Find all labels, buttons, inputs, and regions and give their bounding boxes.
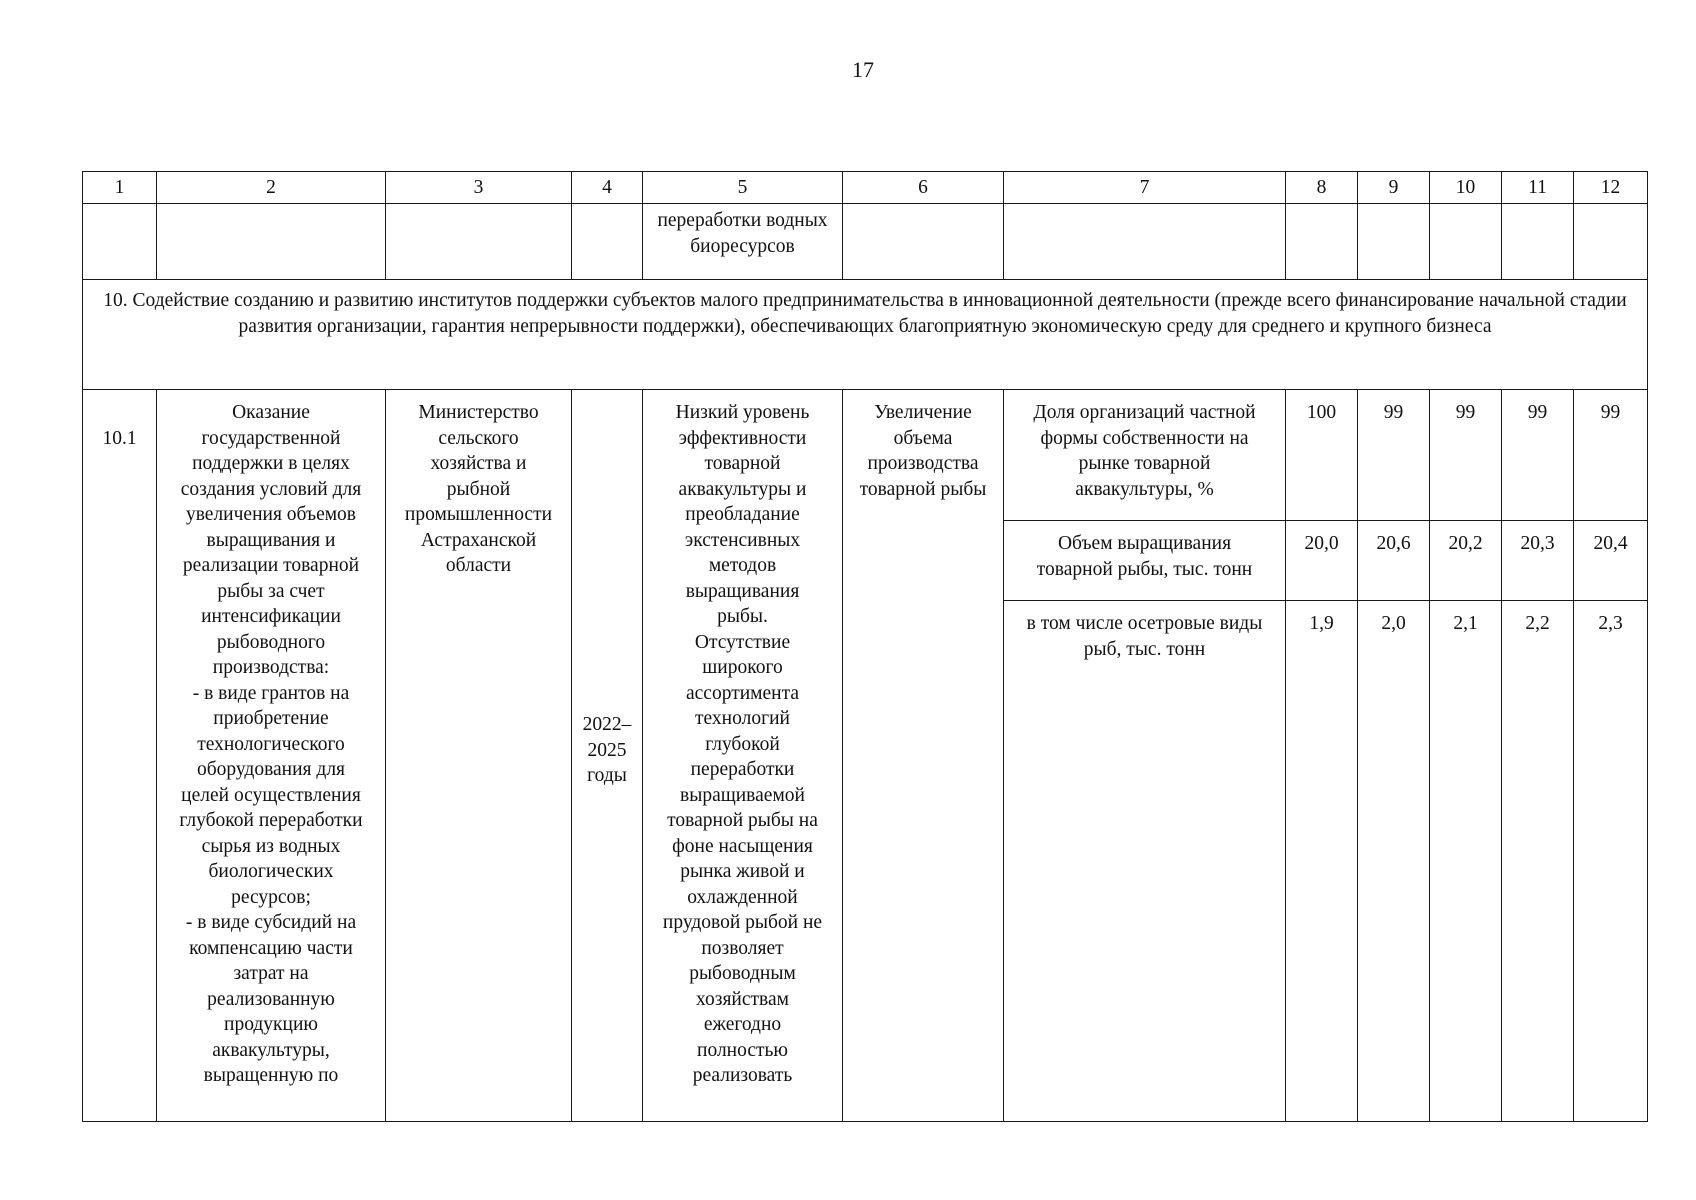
empty-cell: [157, 204, 386, 280]
section-heading: 10. Содействие созданию и развитию институтов поддержки субъектов малого предпринимательства в инновационной деятельности (прежде всего финансирование начальной стадии развития организации, гарантия непрерывности поддержки), обеспечивающих благоприятную экономическую среду для среднего и крупного бизнеса: [83, 280, 1648, 390]
column-number: 2: [157, 172, 386, 204]
column-number: 10: [1430, 172, 1502, 204]
indicator-value: 20,3: [1502, 521, 1574, 601]
responsible-executor: Министерство сельского хозяйства и рыбной промышленности Астраханской области: [386, 390, 572, 1122]
measure-number: 10.1: [83, 390, 157, 1122]
measure-description: Оказание государственной поддержки в целях создания условий для увеличения объемов выращивания и реализации товарной рыбы за счет интенсификации рыбоводного производства: - в виде грантов на приобретение технологического оборудования для целей осуществления глубокой переработки сырья из водных биологических ресурсов; - в виде субсидий на компенсацию части затрат на реализованную продукцию аквакультуры, выращенную по: [157, 390, 386, 1122]
indicator-value: 20,4: [1574, 521, 1648, 601]
indicator-value: 2,2: [1502, 601, 1574, 1122]
empty-cell: [1430, 204, 1502, 280]
column-number: 7: [1004, 172, 1286, 204]
empty-cell: [572, 204, 643, 280]
section-heading-row: [83, 280, 1648, 390]
indicator-value: 99: [1574, 390, 1648, 521]
measure-row: [83, 390, 1648, 521]
indicator-name: в том числе осетровые виды рыб, тыс. тонн: [1004, 601, 1286, 1122]
indicator-value: 99: [1502, 390, 1574, 521]
indicator-name: Объем выращивания товарной рыбы, тыс. тонн: [1004, 521, 1286, 601]
problem-description: Низкий уровень эффективности товарной аквакультуры и преобладание экстенсивных методов выращивания рыбы. Отсутствие широкого ассортимента технологий глубокой переработки выращиваемой товарной рыбы на фоне насыщения рынка живой и охлажденной прудовой рыбой не позволяет рыбоводным хозяйствам ежегодно полностью реализовать: [643, 390, 843, 1122]
implementation-period: 2022– 2025 годы: [572, 390, 643, 1122]
column-number: 3: [386, 172, 572, 204]
measures-table: [82, 171, 1648, 1122]
empty-cell: [83, 204, 157, 280]
column-number: 8: [1286, 172, 1358, 204]
page-number: 17: [852, 57, 874, 82]
indicator-value: 99: [1358, 390, 1430, 521]
empty-cell: [1574, 204, 1648, 280]
indicator-value: 20,6: [1358, 521, 1430, 601]
indicator-value: 20,2: [1430, 521, 1502, 601]
empty-cell: [843, 204, 1004, 280]
indicator-name: Доля организаций частной формы собственности на рынке товарной аквакультуры, %: [1004, 390, 1286, 521]
empty-cell: [386, 204, 572, 280]
indicator-value: 20,0: [1286, 521, 1358, 601]
column-number-row: [83, 172, 1648, 204]
indicator-value: 1,9: [1286, 601, 1358, 1122]
continued-problem-text: переработки водных биоресурсов: [643, 204, 843, 280]
empty-cell: [1502, 204, 1574, 280]
column-number: 6: [843, 172, 1004, 204]
column-number: 11: [1502, 172, 1574, 204]
indicator-value: 100: [1286, 390, 1358, 521]
indicator-value: 2,0: [1358, 601, 1430, 1122]
indicator-value: 2,3: [1574, 601, 1648, 1122]
column-number: 1: [83, 172, 157, 204]
column-number: 12: [1574, 172, 1648, 204]
column-number: 9: [1358, 172, 1430, 204]
indicator-value: 2,1: [1430, 601, 1502, 1122]
indicator-value: 99: [1430, 390, 1502, 521]
continuation-row: [83, 204, 1648, 280]
expected-result: Увеличение объема производства товарной рыбы: [843, 390, 1004, 1122]
empty-cell: [1004, 204, 1286, 280]
column-number: 4: [572, 172, 643, 204]
empty-cell: [1358, 204, 1430, 280]
column-number: 5: [643, 172, 843, 204]
empty-cell: [1286, 204, 1358, 280]
